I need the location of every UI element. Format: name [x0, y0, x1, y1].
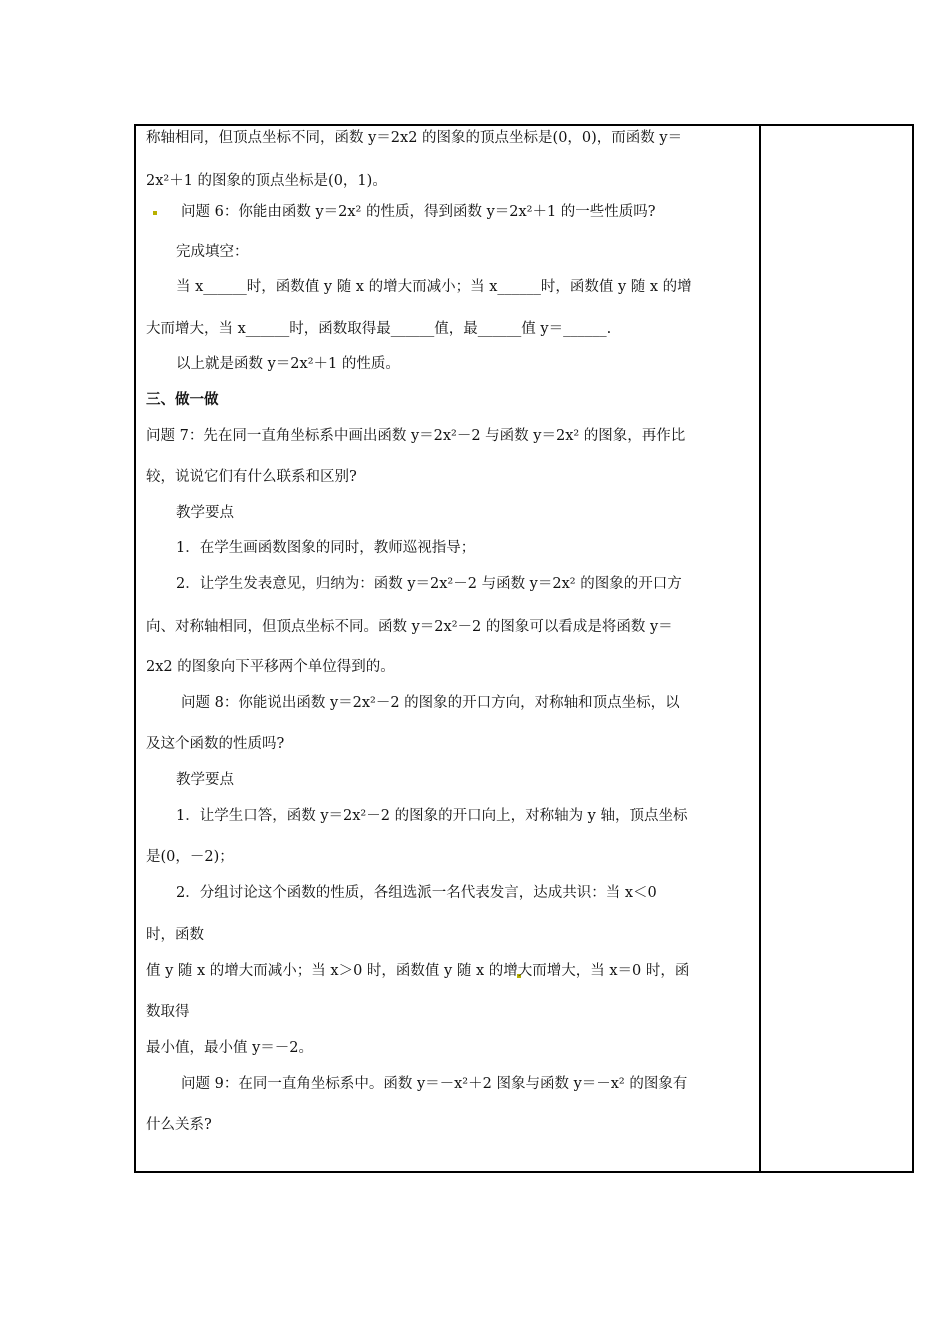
text-line: 值 y 随 x 的增大而减小；当 x＞0 时，函数值 y 随 x 的增大而增大，当 x＝0 时，函	[146, 963, 690, 979]
text-line: 时，函数	[146, 927, 204, 943]
list-item: 2．分组讨论这个函数的性质，各组选派一名代表发言，达成共识：当 x＜0	[176, 885, 657, 901]
text-line: 称轴相同，但顶点坐标不同，函数 y＝2x2 的图象的顶点坐标是(0，0)，而函数 y＝	[146, 130, 683, 146]
text-line: 数取得	[146, 1004, 190, 1020]
text-line: 以上就是函数 y＝2x²＋1 的性质。	[176, 356, 400, 372]
text-line: 最小值，最小值 y＝－2。	[146, 1040, 314, 1056]
list-item: 1．让学生口答，函数 y＝2x²－2 的图象的开口向上，对称轴为 y 轴，顶点坐标	[176, 808, 688, 824]
list-item: 2．让学生发表意见，归纳为：函数 y＝2x²－2 与函数 y＝2x² 的图象的开口方	[176, 576, 682, 592]
list-item: 1．在学生画函数图象的同时，教师巡视指导；	[176, 540, 476, 556]
text-line: 及这个函数的性质吗?	[146, 736, 285, 752]
text-line: 是(0，－2)；	[146, 849, 234, 865]
text-line: 2x²＋1 的图象的顶点坐标是(0，1)。	[146, 173, 387, 189]
fill-blank-line: 当 x______时，函数值 y 随 x 的增大而减小；当 x______时，函数值 y 随 x 的增	[176, 279, 692, 295]
text-line: 完成填空：	[176, 244, 249, 260]
question-8: 问题 8：你能说出函数 y＝2x²－2 的图象的开口方向，对称轴和顶点坐标，以	[181, 695, 680, 711]
question-7: 问题 7：先在同一直角坐标系中画出函数 y＝2x²－2 与函数 y＝2x² 的图象，再作比	[146, 428, 686, 444]
question-9: 问题 9：在同一直角坐标系中。函数 y＝－x²＋2 图象与函数 y＝－x² 的图象有	[181, 1076, 688, 1092]
question-6: 问题 6：你能由函数 y＝2x² 的性质，得到函数 y＝2x²＋1 的一些性质吗?	[181, 204, 656, 220]
fill-blank-line: 大而增大，当 x______时，函数取得最______值，最______值 y＝______.	[146, 321, 612, 337]
text-line: 2x2 的图象向下平移两个单位得到的。	[146, 659, 395, 675]
section-heading: 三、做一做	[146, 392, 219, 408]
text-line: 向、对称轴相同，但顶点坐标不同。函数 y＝2x²－2 的图象可以看成是将函数 y＝	[146, 619, 673, 635]
table-column-divider	[759, 124, 761, 1173]
marker-dot	[153, 211, 157, 215]
teaching-points-heading: 教学要点	[176, 772, 234, 788]
text-line: 较，说说它们有什么联系和区别?	[146, 469, 357, 485]
teaching-points-heading: 教学要点	[176, 505, 234, 521]
text-line: 什么关系?	[146, 1117, 212, 1133]
